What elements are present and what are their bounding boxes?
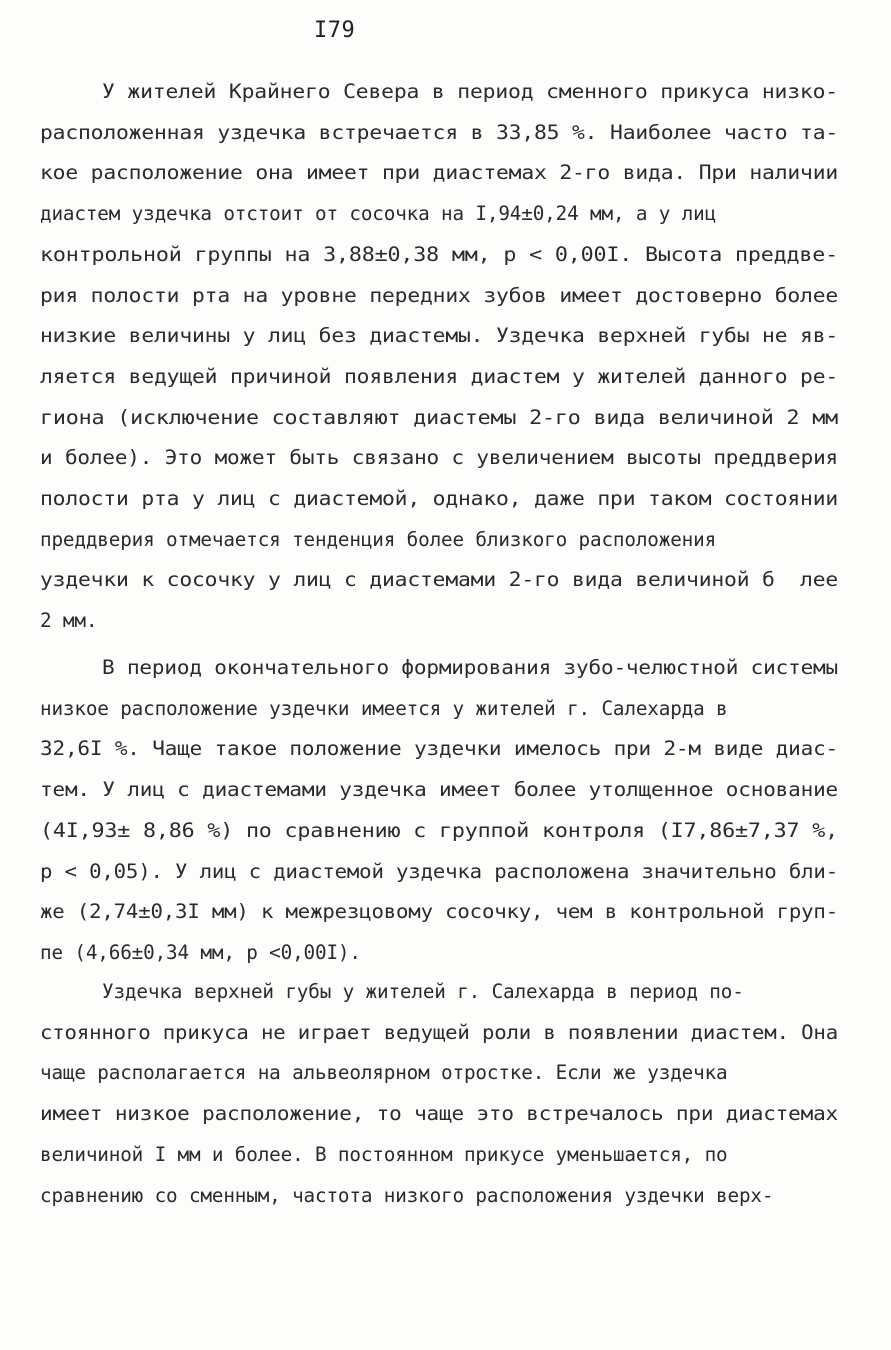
text-line: 32,6I %. Чаще такое положение уздечки имелось при 2-м виде диас- [40, 737, 839, 760]
text-line: диастем уздечка отстоит от сосочка на I,94±0,24 мм, а у лиц [40, 202, 717, 225]
text-line: же (2,74±0,3I мм) к межрезцовому сосочку, чем в контрольной груп- [40, 900, 838, 923]
text-line: низкие величины у лиц без диастемы. Уздечка верхней губы не яв- [40, 324, 839, 347]
text-line: У жителей Крайнего Севера в период сменного прикуса низко- [102, 80, 838, 103]
text-line: Уздечка верхней губы у жителей г. Салехарда в период по- [102, 980, 744, 1003]
text-line: тем. У лиц с диастемами уздечка имеет более утолщенное основание [40, 778, 839, 801]
text-line: гиона (исключение составляют диастемы 2-го вида величиной 2 мм [40, 406, 839, 429]
text-line: р < 0,05). У лиц с диастемой уздечка расположена значительно бли- [40, 860, 838, 883]
text-line: низкое расположение уздечки имеется у жителей г. Салехарда в [40, 697, 728, 720]
text-line: полости рта у лиц с диастемой, однако, даже при таком состоянии [40, 487, 839, 510]
text-line: сравнению со сменным, частота низкого расположения уздечки верх- [40, 1184, 774, 1207]
text-line: расположенная уздечка встречается в 33,85 %. Наиболее часто та- [40, 121, 839, 144]
text-line: преддверия отмечается тенденция более близкого расположения [40, 528, 717, 551]
text-line: ляется ведущей причиной появления диастем у жителей данного ре- [40, 365, 839, 388]
text-line: кое расположение она имеет при диастемах 2-го вида. При наличии [40, 161, 839, 184]
text-line: величиной I мм и более. В постоянном прикусе уменьшается, по [40, 1143, 728, 1166]
text-line: пе (4,66±0,34 мм, р <0,00I). [40, 941, 361, 964]
text-line: стоянного прикуса не играет ведущей роли в появлении диастем. Она [40, 1021, 838, 1044]
text-line: контрольной группы на 3,88±0,38 мм, р < 0,00I. Высота преддве- [40, 243, 839, 266]
page-number: I79 [314, 18, 356, 43]
text-line: 2 мм. [40, 609, 98, 632]
text-line: уздечки к сосочку у лиц с диастемами 2-го вида величиной б лее [40, 568, 839, 591]
text-line: имеет низкое расположение, то чаще это встречалось при диастемах [40, 1102, 839, 1125]
text-line: В период окончательного формирования зубо-челюстной системы [102, 656, 839, 679]
text-line: чаще располагается на альвеолярном отростке. Если же уздечка [40, 1061, 728, 1084]
text-line: и более). Это может быть связано с увеличением высоты преддверия [40, 446, 839, 469]
text-line: рия полости рта на уровне передних зубов имеет достоверно более [40, 284, 839, 307]
text-line: (4I,93± 8,86 %) по сравнению с группой контроля (I7,86±7,37 %, [40, 819, 839, 842]
